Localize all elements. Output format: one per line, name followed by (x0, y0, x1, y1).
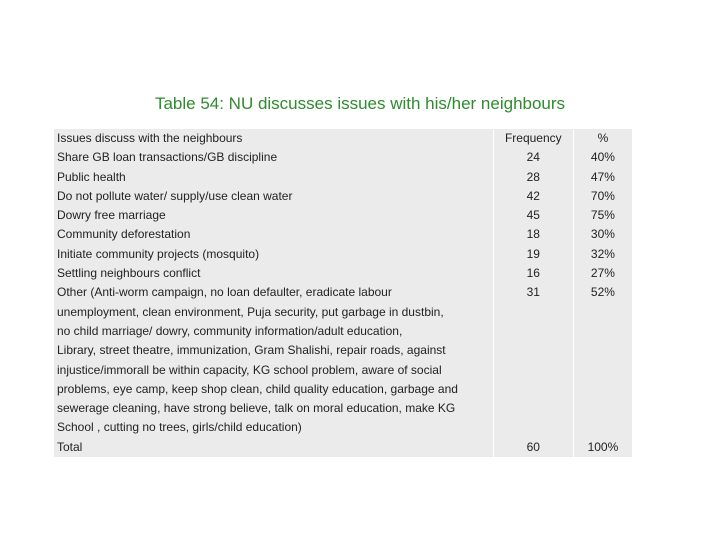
row-frequency: 19 (493, 245, 573, 264)
row-percent: 75% (573, 206, 632, 225)
row-issue: Initiate community projects (mosquito) (54, 245, 493, 264)
row-issue: Dowry free marriage (54, 206, 493, 225)
table-row (54, 264, 632, 283)
row-frequency: 18 (493, 225, 573, 244)
issues-table (54, 129, 632, 457)
table-row (54, 225, 632, 244)
table-row (54, 168, 632, 187)
row-issue-other (54, 283, 493, 437)
row-frequency: 24 (493, 148, 573, 167)
table-row (54, 245, 632, 264)
row-percent: 32% (573, 245, 632, 264)
row-issue: Share GB loan transactions/GB discipline (54, 148, 493, 167)
row-frequency: 45 (493, 206, 573, 225)
row-frequency-total: 60 (493, 438, 573, 457)
table-row-other (54, 283, 632, 437)
other-issues-text: Other (Anti-worm campaign, no loan defaulter, eradicate labour unemployment, clean environment, Puja security, put garbage in dustbin, no child marriage/ dowry, community information/adult education, Library, street theatre, immunization, Gram Shalishi, repair roads, against injustice/immorall be within capacity, KG school problem, aware of social problems, eye camp, keep shop clean, child quality education, garbage and sewerage cleaning, have strong believe, talk on moral education, make KG School , cutting no trees, girls/child education) (57, 285, 458, 435)
row-issue: Settling neighbours conflict (54, 264, 493, 283)
row-frequency: 28 (493, 168, 573, 187)
row-issue-total: Total (54, 438, 493, 457)
row-issue: Public health (54, 168, 493, 187)
row-frequency: 31 (493, 283, 573, 437)
table-row (54, 206, 632, 225)
header-percent: % (573, 129, 632, 148)
header-frequency: Frequency (493, 129, 573, 148)
table-header-row (54, 129, 632, 148)
row-issue: Community deforestation (54, 225, 493, 244)
row-frequency: 42 (493, 187, 573, 206)
table-row (54, 187, 632, 206)
row-percent: 47% (573, 168, 632, 187)
row-percent: 30% (573, 225, 632, 244)
table-title: Table 54: NU discusses issues with his/her neighbours (154, 94, 566, 113)
row-percent: 27% (573, 264, 632, 283)
table-row-total (54, 438, 632, 457)
row-percent: 40% (573, 148, 632, 167)
row-percent: 52% (573, 283, 632, 437)
row-frequency: 16 (493, 264, 573, 283)
row-percent-total: 100% (573, 438, 632, 457)
table-row (54, 148, 632, 167)
header-issue: Issues discuss with the neighbours (54, 129, 493, 148)
row-percent: 70% (573, 187, 632, 206)
row-issue: Do not pollute water/ supply/use clean water (54, 187, 493, 206)
